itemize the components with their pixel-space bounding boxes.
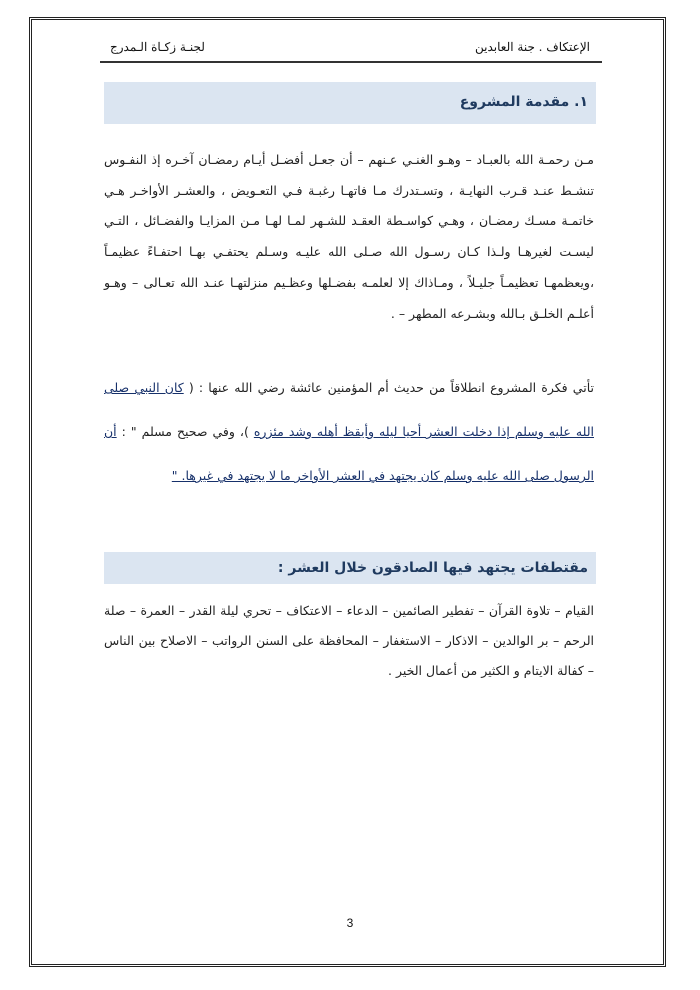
intro-paragraph: مـن رحمـة الله بالعبـاد – وهـو الغنـي عـنهم – أن جعـل أفضـل أيـام رمضـان آخـره إذ النفـوس تنشـط عنـد قـرب النهايـة ، وتسـتدرك مـا فاتهـا رغبـة فـي التعـويض ، والعشـر الأواخـر هـي خاتمـة مسـك رمضـان ، وهـي كواسـطة العقـد للشـهر لمـا لهـا مـن المزايـا والفضـائل ، التـي ليسـت لغيرهـا ولـذا كـان رسـول الله صـلى الله عليـه وسـلم يحتفـي بهـا احتفـاءً عظيمـاً ،ويعظمهـا تعظيمـاً جليـلاً ، ومـاذاك إلا لعلمـه بفضـلها وعظـيم منزلتهـا عنـد الله تعـالى – وهـو أعلـم الخلـق بـالله وبشـرعه المطهر – .	[104, 152, 594, 321]
header-right-title: الإعتكاف . جنة العابدين	[475, 40, 590, 54]
hadith-quote-muslim: أن الرسول صلى الله عليه وسلم كان يجتهد في العشر الأواخر ما لا يجتهد في غيرها. "	[104, 424, 594, 483]
section-heading-intro: ١. مقدمة المشروع	[104, 82, 596, 124]
hadith-middle-text: )، وفي صحيح مسلم " :	[116, 424, 254, 439]
hadith-paragraph	[104, 366, 594, 498]
section-heading-excerpts: مقتطفات يجتهد فيها الصادقون خلال العشر :	[104, 552, 596, 584]
good-deeds-list: القيام – تلاوة القرآن – تفطير الصائمين – الدعاء – الاعتكاف – تحري ليلة القدر – العمرة – صلة الرحم – بر الوالدين – الاذكار – الاستغفار – المحافظة على السنن الرواتب – الاصلاح بين الناس – كفالة الايتام و الكثير من أعمال الخير .	[104, 603, 594, 678]
page-number: 3	[346, 916, 354, 930]
header-left-title: لجنـة زكـاة الـمدرج	[110, 40, 205, 54]
hadith-quote-aisha: كان النبي صلى الله عليه وسلم إذا دخلت العشر أحيا ليله وأيقظ أهله وشد مئزره	[104, 380, 594, 439]
header-divider	[100, 61, 602, 63]
hadith-lead-text: تأتي فكرة المشروع انطلاقاً من حديث أم المؤمنين عائشة رضي الله عنها : (	[188, 380, 594, 395]
